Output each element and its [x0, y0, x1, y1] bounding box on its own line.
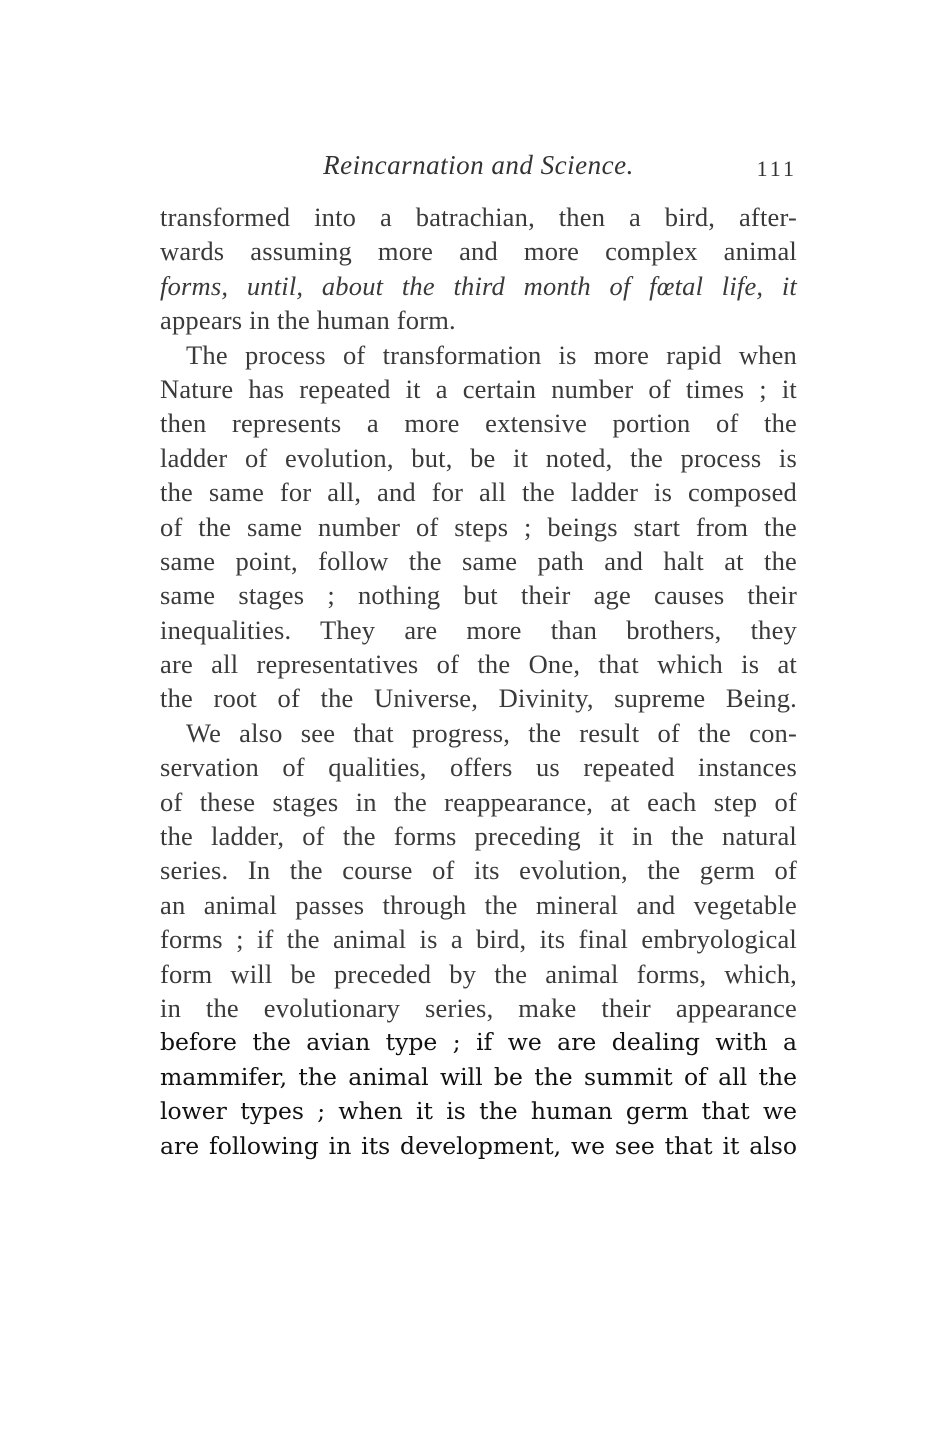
text-line: We also see that progress, the result of the con- [186, 717, 797, 748]
text-line: the ladder, of the forms preceding it in the natural [160, 821, 797, 852]
text-line: form will be preceded by the animal forms, which, [160, 958, 797, 989]
text-line: same stages ; nothing but their age causes their [160, 580, 797, 611]
body-text [160, 200, 797, 1163]
text-line: mammifer, the animal will be the summit of all the [160, 1062, 797, 1091]
text-line: inequalities. They are more than brothers, they [160, 614, 797, 645]
text-line: are following in its development, we see that it also [160, 1131, 797, 1160]
text-line: servation of qualities, offers us repeated instances [160, 752, 797, 783]
text-line: of these stages in the reappearance, at each step of [160, 786, 797, 817]
running-head [160, 150, 797, 190]
text-line: appears in the human form. [160, 305, 456, 336]
text-line: then represents a more extensive portion of the [160, 408, 797, 439]
text-line: the same for all, and for all the ladder is composed [160, 477, 797, 508]
text-line: before the avian type ; if we are dealing with a [160, 1028, 797, 1057]
text-line: forms, until, about the third month of fœtal life, it [160, 270, 797, 301]
text-line: in the evolutionary series, make their appearance [160, 992, 797, 1023]
text-line: series. In the course of its evolution, the germ of [160, 855, 797, 886]
text-line: The process of transformation is more rapid when [186, 339, 797, 370]
text-line: the root of the Universe, Divinity, supreme Being. [160, 683, 797, 714]
text-line: Nature has repeated it a certain number of times ; it [160, 373, 797, 404]
text-line: an animal passes through the mineral and vegetable [160, 889, 797, 920]
page-number: 111 [756, 156, 797, 181]
text-line: ladder of evolution, but, be it noted, the process is [160, 442, 797, 473]
text-line: of the same number of steps ; beings start from the [160, 511, 797, 542]
text-line: transformed into a batrachian, then a bird, after- [160, 202, 797, 232]
text-line: forms ; if the animal is a bird, its final embryological [160, 924, 797, 955]
text-line: lower types ; when it is the human germ that we [160, 1097, 797, 1126]
text-line: wards assuming more and more complex animal [160, 236, 797, 267]
text-line: are all representatives of the One, that which is at [160, 649, 797, 680]
running-title: Reincarnation and Science. [323, 150, 634, 180]
text-line: same point, follow the same path and halt at the [160, 545, 797, 576]
